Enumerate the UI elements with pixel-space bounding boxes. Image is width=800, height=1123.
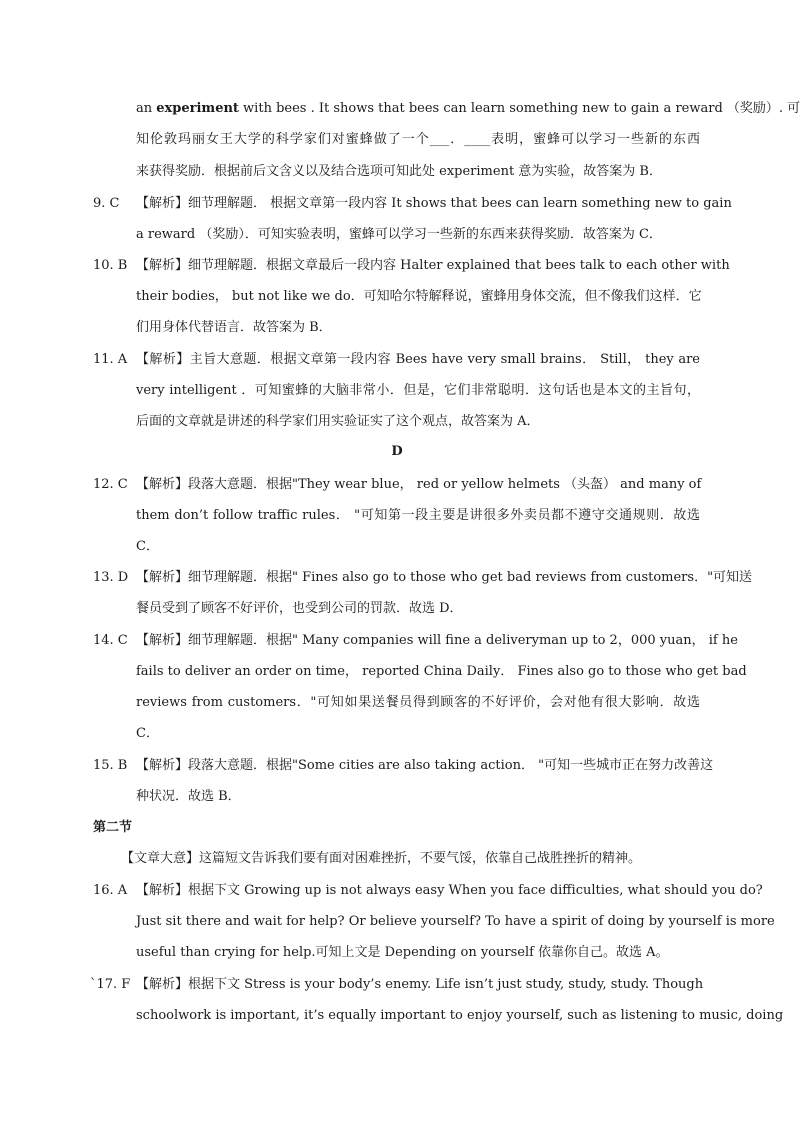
item-10-line-2: their bodies， but not like we do．可知哈尔特解释说，蜜蜂用身体交流，但不像我们这样．它 <box>136 289 702 304</box>
item-14-line-1: 【解析】细节理解题．根据" Many companies will fine a deliveryman up to 2，000 yuan， if he <box>136 633 738 648</box>
item-10-line-1: 【解析】细节理解题．根据文章最后一段内容 Halter explained that bees talk to each other with <box>136 258 730 273</box>
item-10-number: 10. B <box>93 258 128 273</box>
item-17-number: `17. F <box>90 977 131 992</box>
item-15-line-2: 种状况．故选 B． <box>136 789 241 804</box>
item-9-line-2: a reward （奖励）．可知实验表明，蜜蜂可以学习一些新的东西来获得奖励．故答案为 C． <box>136 227 662 242</box>
item-16-line-1: 【解析】根据下文 Growing up is not always easy When you face difficulties, what should you do? <box>136 883 763 898</box>
item-12-line-1: 【解析】段落大意题．根据"They wear blue， red or yellow helmets （头盔） and many of <box>136 477 702 492</box>
item-9-line-1: 【解析】细节理解题． 根据文章第一段内容 It shows that bees can learn something new to gain <box>136 196 732 211</box>
item-17-line-2: schoolwork is important, it’s equally important to enjoy yourself, such as listening to music, doing <box>136 1008 784 1023</box>
item-14-line-4: C． <box>136 726 159 741</box>
item-17-line-1: 【解析】根据下文 Stress is your body’s enemy. Life isn’t just study, study, study. Though <box>136 977 704 992</box>
item-12-line-3: C． <box>136 539 159 554</box>
item-12-line-2: them don’t follow traffic rules． "可知第一段主要是讲很多外卖员都不遵守交通规则．故选 <box>136 508 700 523</box>
intro-keyword: experiment <box>156 101 239 116</box>
item-13-line-2: 餐员受到了顾客不好评价，也受到公司的罚款．故选 D． <box>136 601 463 616</box>
item-16-line-2: Just sit there and wait for help? Or believe yourself? To have a spirit of doing by yourself is more <box>136 914 775 929</box>
item-16-line-3: useful than crying for help.可知上文是 Depending on yourself 依靠你自己。故选 A。 <box>136 945 669 960</box>
item-14-line-3: reviews from customers．"可知如果送餐员得到顾客的不好评价，会对他有很大影响．故选 <box>136 695 700 710</box>
item-16-number: 16. A <box>93 883 128 898</box>
section-d-heading: D <box>391 444 403 459</box>
intro-line-3: 来获得奖励．根据前后文含义以及结合选项可知此处 experiment 意为实验，故答案为 B． <box>136 164 662 179</box>
item-14-number: 14. C <box>93 633 128 648</box>
item-14-line-2: fails to deliver an order on time， reported China Daily． Fines also go to those who get bad <box>136 664 747 679</box>
item-11-line-1: 【解析】主旨大意题．根据文章第一段内容 Bees have very small brains． Still， they are <box>136 352 700 367</box>
intro-line-1-c: with bees . It shows that bees can learn something new to gain a reward （奖励）. 可 <box>238 101 800 116</box>
item-12-number: 12. C <box>93 477 128 492</box>
item-13-number: 13. D <box>93 570 129 585</box>
item-9-number: 9. C <box>93 196 120 211</box>
section-2-heading: 第二节 <box>93 820 133 835</box>
intro-line-1 <box>136 100 800 118</box>
item-10-line-3: 们用身体代替语言．故答案为 B． <box>136 320 332 335</box>
intro-line-2: 知伦敦玛丽女王大学的科学家们对蜜蜂做了一个___．____表明，蜜蜂可以学习一些新的东西 <box>136 132 700 147</box>
item-15-line-1: 【解析】段落大意题．根据"Some cities are also taking action． "可知一些城市正在努力改善这 <box>136 758 714 773</box>
item-15-number: 15. B <box>93 758 128 773</box>
item-11-number: 11. A <box>93 352 128 367</box>
item-11-line-3: 后面的文章就是讲述的科学家们用实验证实了这个观点，故答案为 A． <box>136 414 540 429</box>
intro-line-1-a: an <box>136 101 157 116</box>
item-13-line-1: 【解析】细节理解题．根据" Fines also go to those who get bad reviews from customers．"可知送 <box>136 570 753 585</box>
summary-line: 【文章大意】这篇短文告诉我们要有面对困难挫折，不要气馁，依靠自己战胜挫折的精神。 <box>121 851 642 866</box>
item-11-line-2: very intelligent ．可知蜜蜂的大脑非常小．但是，它们非常聪明．这句话也是本文的主旨句， <box>136 383 700 398</box>
